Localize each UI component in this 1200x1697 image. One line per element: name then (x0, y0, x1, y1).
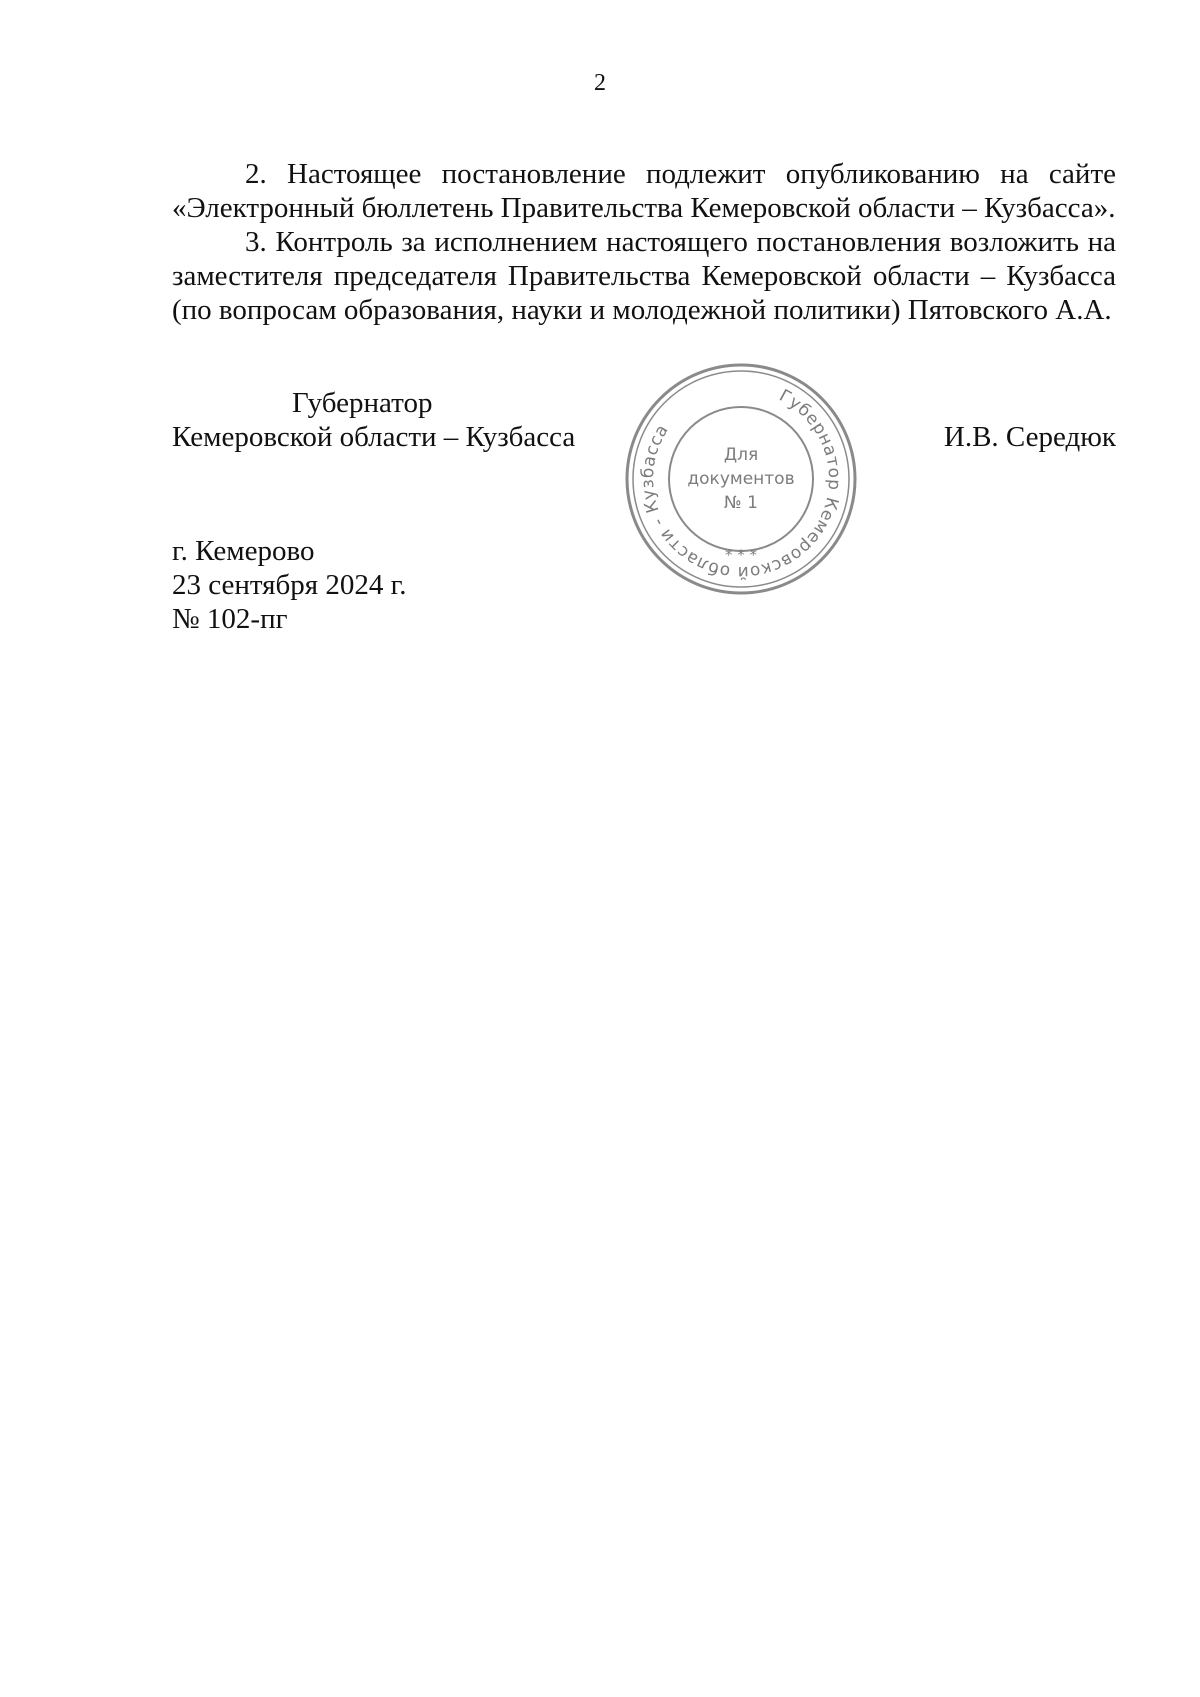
document-date: 23 сентября 2024 г. (172, 569, 407, 601)
document-body (172, 157, 1116, 327)
signatory-title-line2: Кемеровской области – Кузбасса (172, 421, 576, 453)
paragraph-publication: 2. Настоящее постановление подлежит опубликованию на сайте «Электронный бюллетень Правительства Кемеровской области – Кузбасса». (172, 158, 1116, 224)
paragraph-control: 3. Контроль за исполнением настоящего постановления возложить на заместителя председателя Правительства Кемеровской области – Кузбасса (по вопросам образования, науки и молодежной политики) Пятовского А.А. (172, 226, 1116, 326)
document-place: г. Кемерово (172, 535, 315, 567)
document-number: № 102-пг (172, 603, 288, 635)
seal-stars: * * * (724, 546, 758, 564)
signatory-name: И.В. Середюк (943, 421, 1116, 453)
document-details (172, 534, 406, 636)
seal-center-line1: Для (723, 445, 759, 465)
seal-center-line2: документов (687, 469, 795, 489)
official-seal-stamp (622, 360, 860, 598)
seal-ring-text: Губернатор Кемеровской области - Кузбасса (637, 385, 845, 583)
signatory-title-line1: Губернатор (292, 387, 433, 419)
page-number: 2 (594, 70, 606, 96)
signatory-title (172, 386, 575, 454)
seal-center-line3: № 1 (724, 493, 758, 513)
